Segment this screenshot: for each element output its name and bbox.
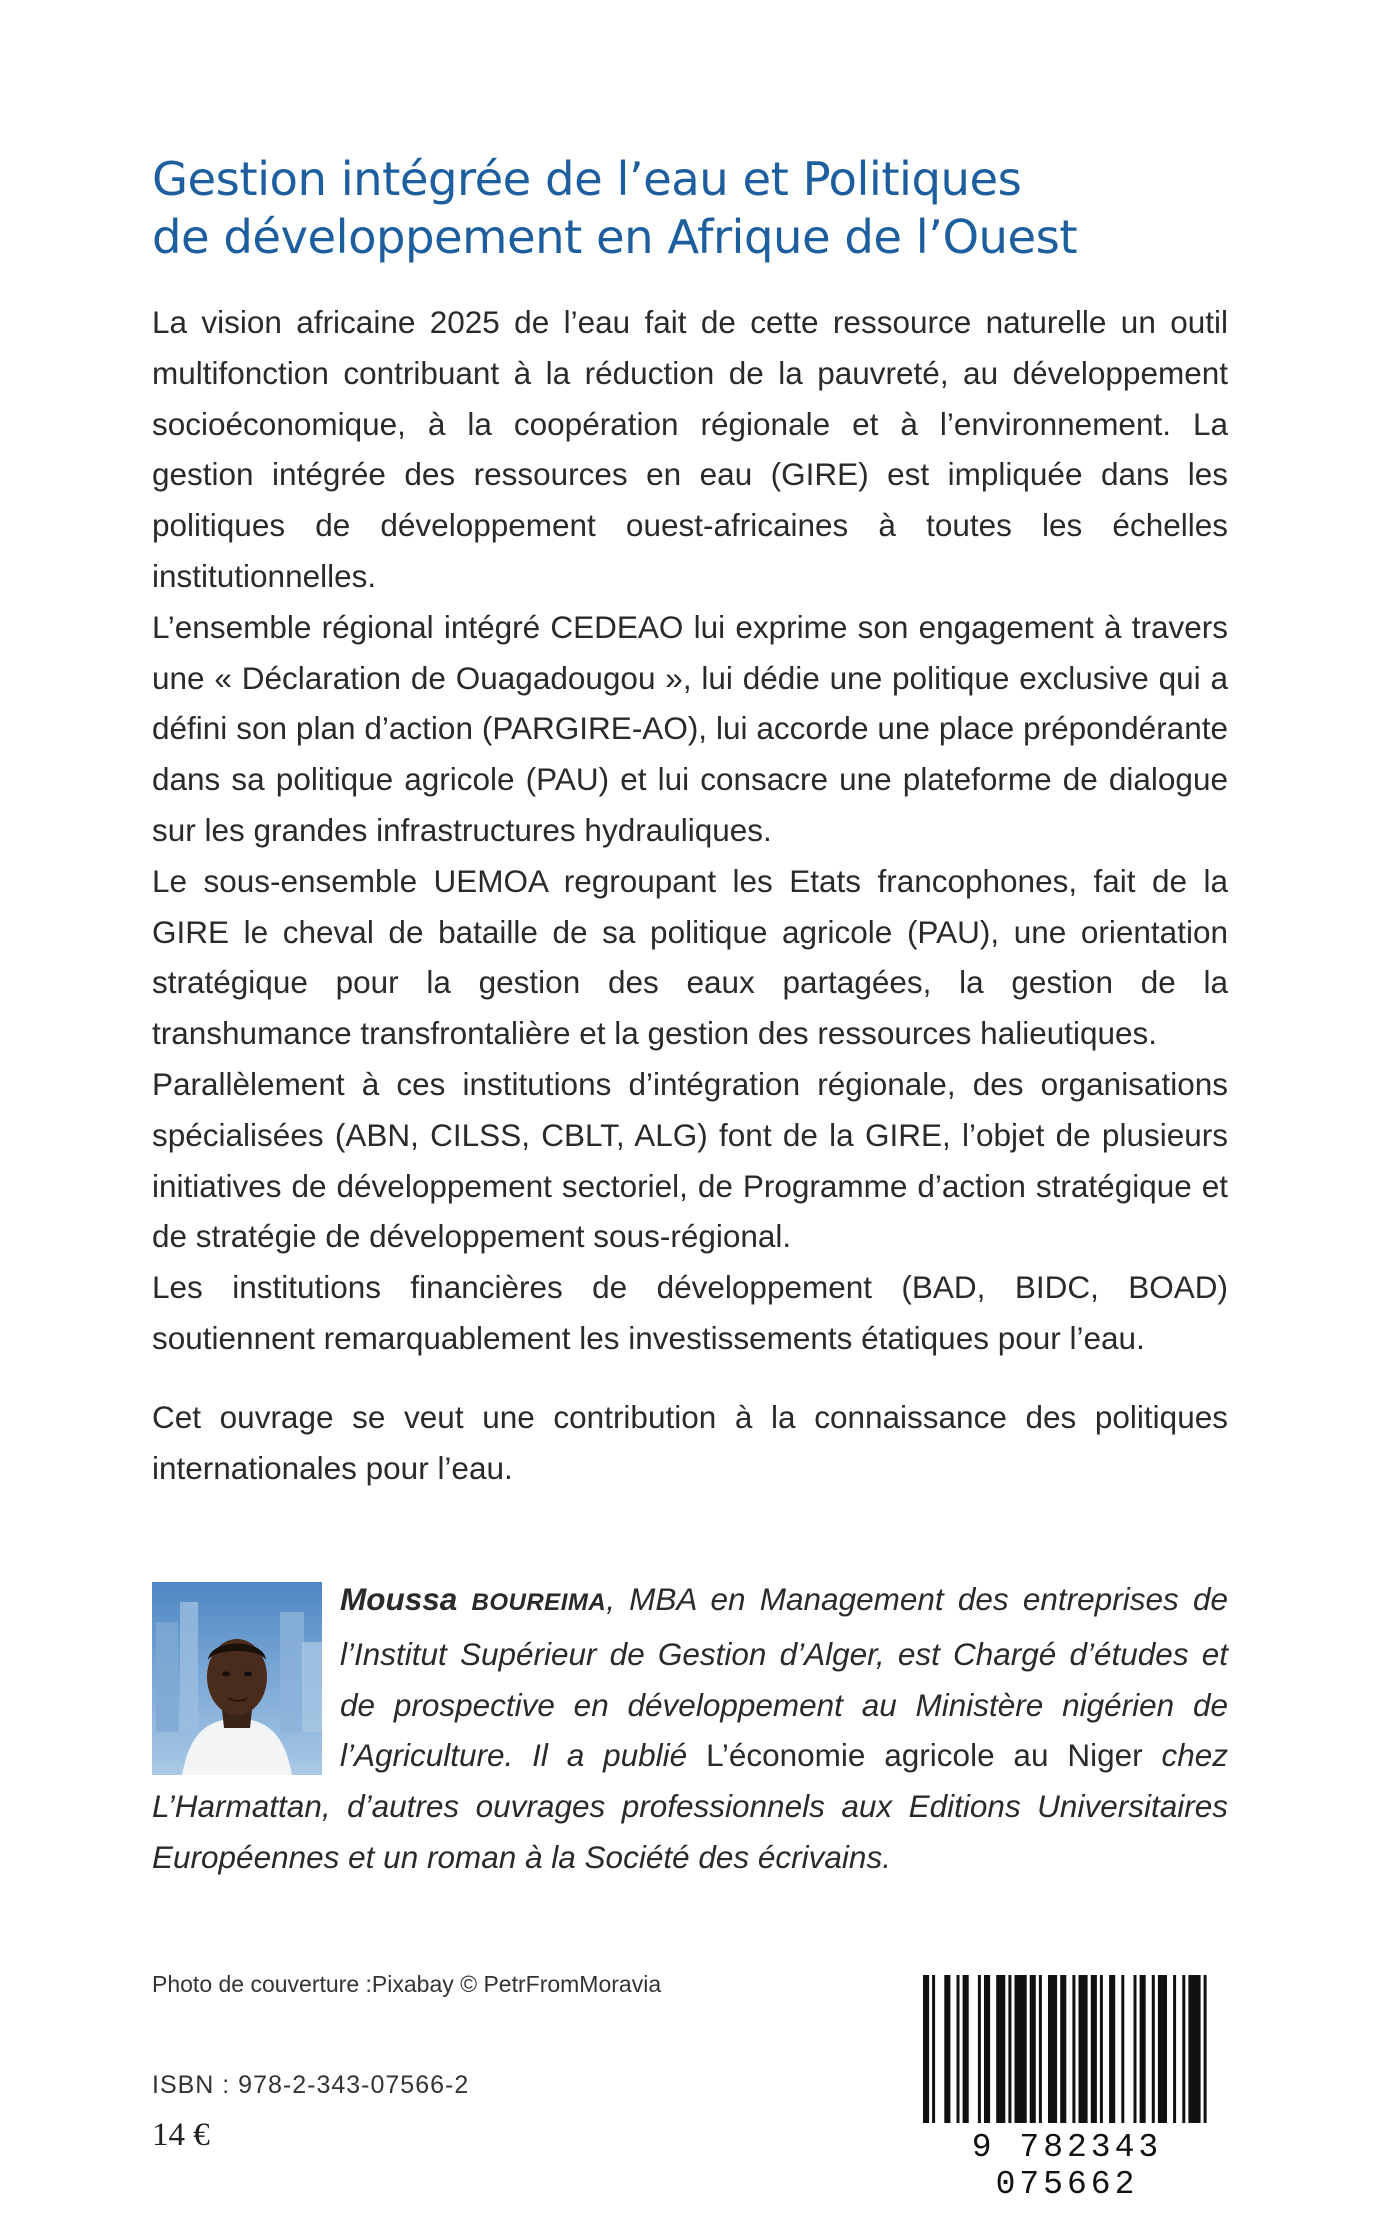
author-biography xyxy=(152,1574,1228,1883)
summary-paragraph: Le sous-ensemble UEMOA regroupant les Etats francophones, fait de la GIRE le cheval de bataille de sa politique agricole (PAU), une orientation stratégique pour la gestion des eaux partagées, la gestion de la transhumance transfrontalière et la gestion des ressources halieutiques. xyxy=(152,862,1228,1052)
photo-credit: Photo de couverture :Pixabay © PetrFromMoravia xyxy=(152,1971,662,1997)
author-last-name: BOUREIMA xyxy=(471,1589,607,1616)
author-first-name: Moussa xyxy=(340,1581,458,1617)
summary-paragraph: L’ensemble régional intégré CEDEAO lui exprime son engagement à travers une « Déclaration de Ouagadougou », lui dédie une politique exclusive qui a défini son plan d’action (PARGIRE-AO), lui accorde une place prépondérante dans sa politique agricole (PAU) et lui consacre une plateforme de dialogue sur les grandes infrastructures hydrauliques. xyxy=(152,608,1228,848)
summary-paragraph: Parallèlement à ces institutions d’intégration régionale, des organisations spécialisées (ABN, CILSS, CBLT, ALG) font de la GIRE, l’objet de plusieurs initiatives de développement sectoriel, de Programme d’action stratégique et de stratégie de développement sous-régional. xyxy=(152,1065,1228,1255)
back-cover-summary xyxy=(152,297,1228,1493)
author-bio-text-continued: chez L’Harmattan, d’autres ouvrages professionnels aux Editions Universitaires Européennes et un roman à la Société des écrivains. xyxy=(152,1737,1228,1875)
isbn: ISBN : 978-2-343-07566-2 xyxy=(152,2071,470,2099)
price: 14 € xyxy=(152,2117,210,2153)
barcode-digits: 9 782343 075662 xyxy=(971,2129,1163,2203)
summary-paragraph: La vision africaine 2025 de l’eau fait de cette ressource naturelle un outil multifonction contribuant à la réduction de la pauvreté, au développement socioéconomique, à la coopération régionale et à l’environnement. La gestion intégrée des ressources en eau (GIRE) est impliquée dans les politiques de développement ouest-africaines à toutes les échelles institutionnelles. xyxy=(152,304,1228,594)
author-published-book-title: L’économie agricole au Niger xyxy=(706,1737,1143,1774)
summary-paragraph: Les institutions financières de développement (BAD, BIDC, BOAD) soutiennent remarquablement les investissements étatiques pour l’eau. xyxy=(152,1269,1228,1356)
author-bio-text: , MBA en Management des entreprises de l’Institut Supérieur de Gestion d’Alger, est Chargé d’études et de prospective en développement au Ministère nigérien de l’Agriculture. Il a publié xyxy=(340,1581,1228,1774)
barcode-bars xyxy=(917,1975,1217,2125)
summary-closing-paragraph: Cet ouvrage se veut une contribution à la connaissance des politiques internationales pour l’eau. xyxy=(152,1398,1228,1486)
book-title-line-2: de développement en Afrique de l’Ouest xyxy=(152,210,1078,264)
book-title-line-1: Gestion intégrée de l’eau et Politiques xyxy=(152,152,1022,206)
book-title xyxy=(152,150,1252,266)
barcode xyxy=(917,1975,1217,2203)
photo-spacer xyxy=(152,1574,340,1775)
